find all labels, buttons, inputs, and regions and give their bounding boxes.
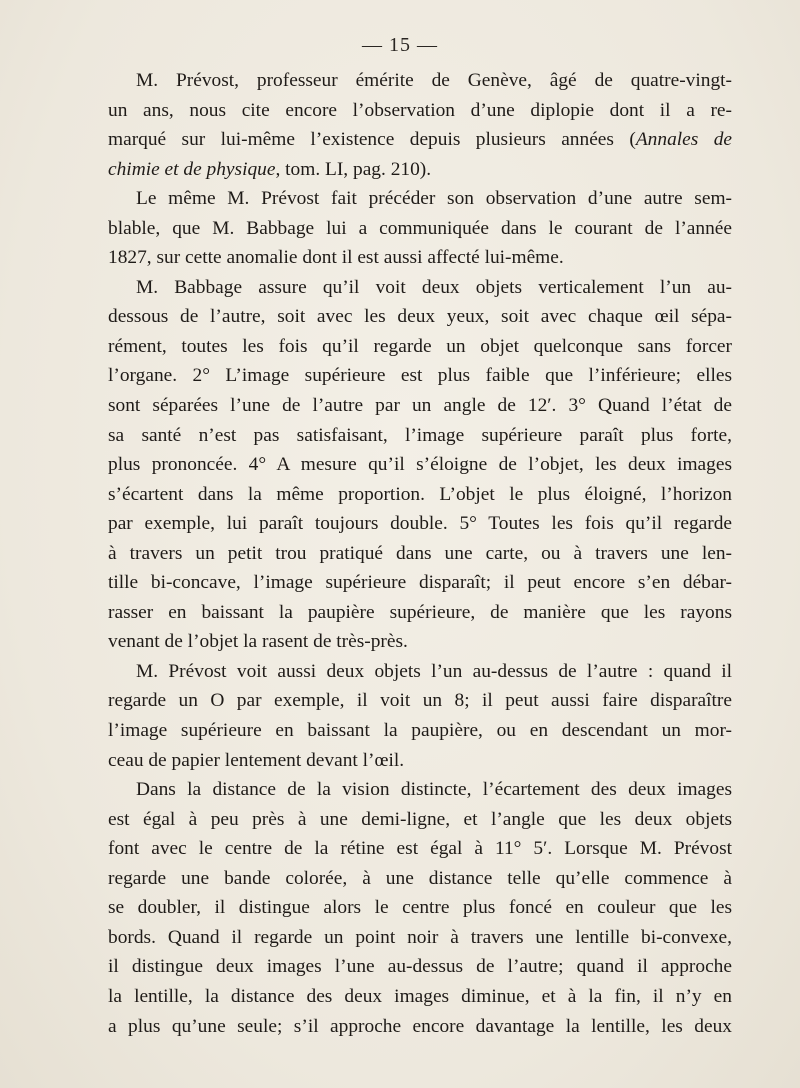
text-line: ceau de papier lentement devant l’œil. [108, 749, 405, 771]
text-line: sa santé n’est pas satisfaisant, l’image supérieure paraît plus forte, [108, 424, 732, 446]
text-line: font avec le centre de la rétine est égal à 11° 5′. Lorsque M. Prévost [108, 838, 732, 860]
paragraph-babbage-observations [108, 273, 732, 657]
text-line: l’image supérieure en baissant la paupière, ou en descendant un mor- [108, 720, 732, 742]
text-line: regarde un O par exemple, il voit un 8; il peut aussi faire disparaître [108, 690, 732, 712]
text-line: rasser en baissant la paupière supérieure, de manière que les rayons [108, 601, 732, 623]
text-line-segment: , tom. LI, pag. 210). [275, 158, 432, 180]
text-line: blable, que M. Babbage lui a communiquée dans le courant de l’année [108, 217, 732, 239]
text-line: M. Babbage assure qu’il voit deux objets verticalement l’un au- [136, 276, 732, 298]
text-line: tille bi-concave, l’image supérieure disparaît; il peut encore s’en débar- [108, 572, 732, 594]
page-number: — 15 — [362, 34, 438, 56]
text-line: sont séparées l’une de l’autre par un angle de 12′. 3° Quand l’état de [108, 395, 732, 417]
text-line: Dans la distance de la vision distincte, l’écartement des deux images [136, 779, 732, 801]
journal-title-part-2: chimie et de physique [108, 158, 276, 180]
text-line: est égal à peu près à une demi-ligne, et l’angle que les deux objets [108, 808, 732, 830]
journal-title-part-1: Annales de [635, 129, 733, 151]
text-line: dessous de l’autre, soit avec les deux yeux, soit avec chaque œil sépa- [108, 306, 732, 328]
paragraph-prevost-observation [108, 657, 732, 775]
text-line: l’organe. 2° L’image supérieure est plus faible que l’inférieure; elles [108, 365, 732, 387]
text-line: Le même M. Prévost fait précéder son observation d’une autre sem- [136, 188, 732, 210]
text-line: à travers un petit trou pratiqué dans une carte, ou à travers une len- [108, 542, 732, 564]
paragraph-prevost-intro [108, 66, 732, 184]
text-line: s’écartent dans la même proportion. L’objet le plus éloigné, l’horizon [108, 483, 732, 505]
paragraph-babbage-mention [108, 184, 732, 273]
text-line: M. Prévost voit aussi deux objets l’un au-dessus de l’autre : quand il [136, 660, 732, 682]
text-line: rément, toutes les fois qu’il regarde un objet quelconque sans forcer [108, 335, 732, 357]
text-line: il distingue deux images l’une au-dessus de l’autre; quand il approche [108, 956, 732, 978]
text-line: a plus qu’une seule; s’il approche encore davantage la lentille, les deux [108, 1015, 732, 1037]
text-line: la lentille, la distance des deux images diminue, et à la fin, il n’y en [108, 985, 732, 1007]
text-line: M. Prévost, professeur émérite de Genève, âgé de quatre-vingt- [136, 70, 732, 91]
text-line: se doubler, il distingue alors le centre plus foncé en couleur que les [108, 897, 732, 919]
text-line: un ans, nous cite encore l’observation d’une diplopie dont il a re- [108, 99, 732, 121]
text-line: par exemple, lui paraît toujours double. 5° Toutes les fois qu’il regarde [108, 513, 732, 535]
text-line: regarde une bande colorée, à une distance telle qu’elle commence à [108, 867, 732, 889]
text-line: plus prononcée. 4° A mesure qu’il s’éloigne de l’objet, les deux images [108, 454, 732, 476]
body-text [108, 66, 732, 1041]
paragraph-distance-vision [108, 775, 732, 1041]
text-line: bords. Quand il regarde un point noir à travers une lentille bi-convexe, [108, 926, 732, 948]
text-line [108, 155, 732, 185]
text-line: venant de l’objet la rasent de très-près. [108, 631, 408, 653]
text-line [108, 125, 732, 155]
text-line: 1827, sur cette anomalie dont il est aussi affecté lui-même. [108, 247, 564, 269]
text-line-segment: marqué sur lui-même l’existence depuis plusieurs années ( [108, 129, 636, 151]
